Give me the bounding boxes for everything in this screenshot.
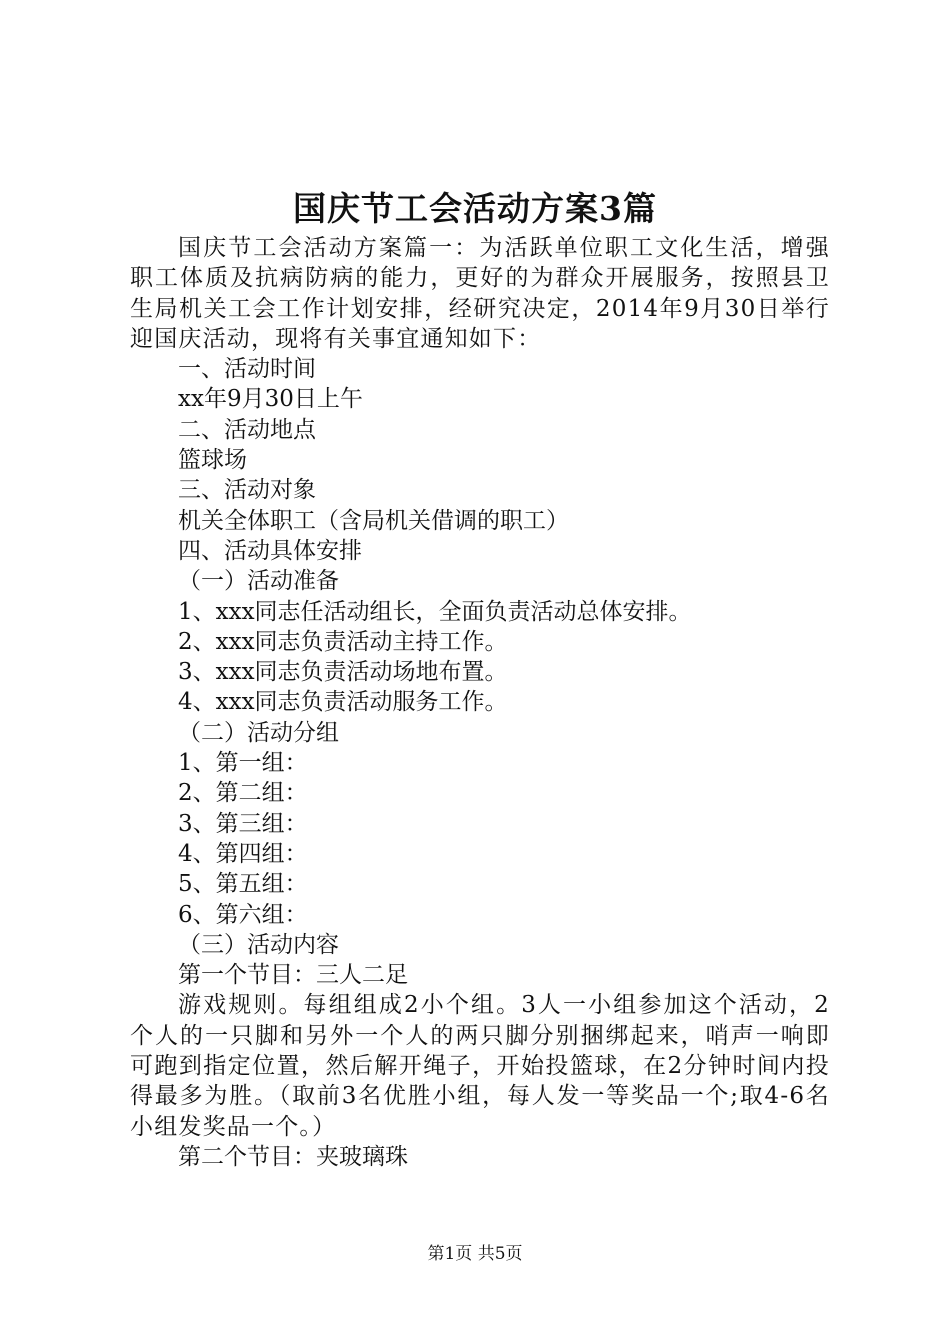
list-item: 3、第三组：: [178, 810, 308, 837]
section-text-time: xx年9月30日上午: [178, 386, 363, 413]
list-item: 3、xxx同志负责活动场地布置。: [178, 659, 508, 686]
list-item: 2、xxx同志负责活动主持工作。: [178, 628, 508, 655]
section-text-location: 篮球场: [178, 447, 247, 474]
list-item: 4、第四组：: [178, 840, 308, 867]
subsection-heading-preparation: （一）活动准备: [178, 568, 339, 595]
list-item: 1、第一组：: [178, 750, 308, 777]
subsection-heading-content: （三）活动内容: [178, 931, 339, 958]
program-heading-2: 第二个节目：夹玻璃珠: [178, 1143, 408, 1170]
list-item: 4、xxx同志负责活动服务工作。: [178, 689, 508, 716]
section-text-audience: 机关全体职工（含局机关借调的职工）: [178, 507, 569, 534]
document-title: 国庆节工会活动方案3篇: [293, 189, 657, 228]
list-item: 6、第六组：: [178, 901, 308, 928]
section-heading-audience: 三、活动对象: [178, 477, 316, 504]
list-item: 1、xxx同志任活动组长，全面负责活动总体安排。: [178, 598, 692, 625]
intro-paragraph: 国庆节工会活动方案篇一：为活跃单位职工文化生活，增强职工体质及抗病防病的能力，更好的为群众开展服务，按照县卫生局机关工会工作计划安排，经研究决定，2014年9月30日举行迎国庆活动，现将有关事宜通知如下：: [130, 235, 830, 352]
section-heading-arrangement: 四、活动具体安排: [178, 537, 362, 564]
game-rules-paragraph: 游戏规则。每组组成2小个组。3人一小组参加这个活动，2个人的一只脚和另外一个人的两只脚分别捆绑起来，哨声一响即可跑到指定位置，然后解开绳子，开始投篮球，在2分钟时间内投得最多为胜。（取前3名优胜小组，每人发一等奖品一个;取4-6名小组发奖品一个。）: [130, 992, 830, 1140]
program-heading-1: 第一个节目：三人二足: [178, 962, 408, 989]
list-item: 5、第五组：: [178, 871, 308, 898]
subsection-heading-groups: （二）活动分组: [178, 719, 339, 746]
page-indicator: 第1页 共5页: [427, 1244, 523, 1264]
document-body: [130, 233, 830, 1172]
section-heading-time: 一、活动时间: [178, 356, 316, 383]
section-heading-location: 二、活动地点: [178, 416, 316, 443]
list-item: 2、第二组：: [178, 780, 308, 807]
